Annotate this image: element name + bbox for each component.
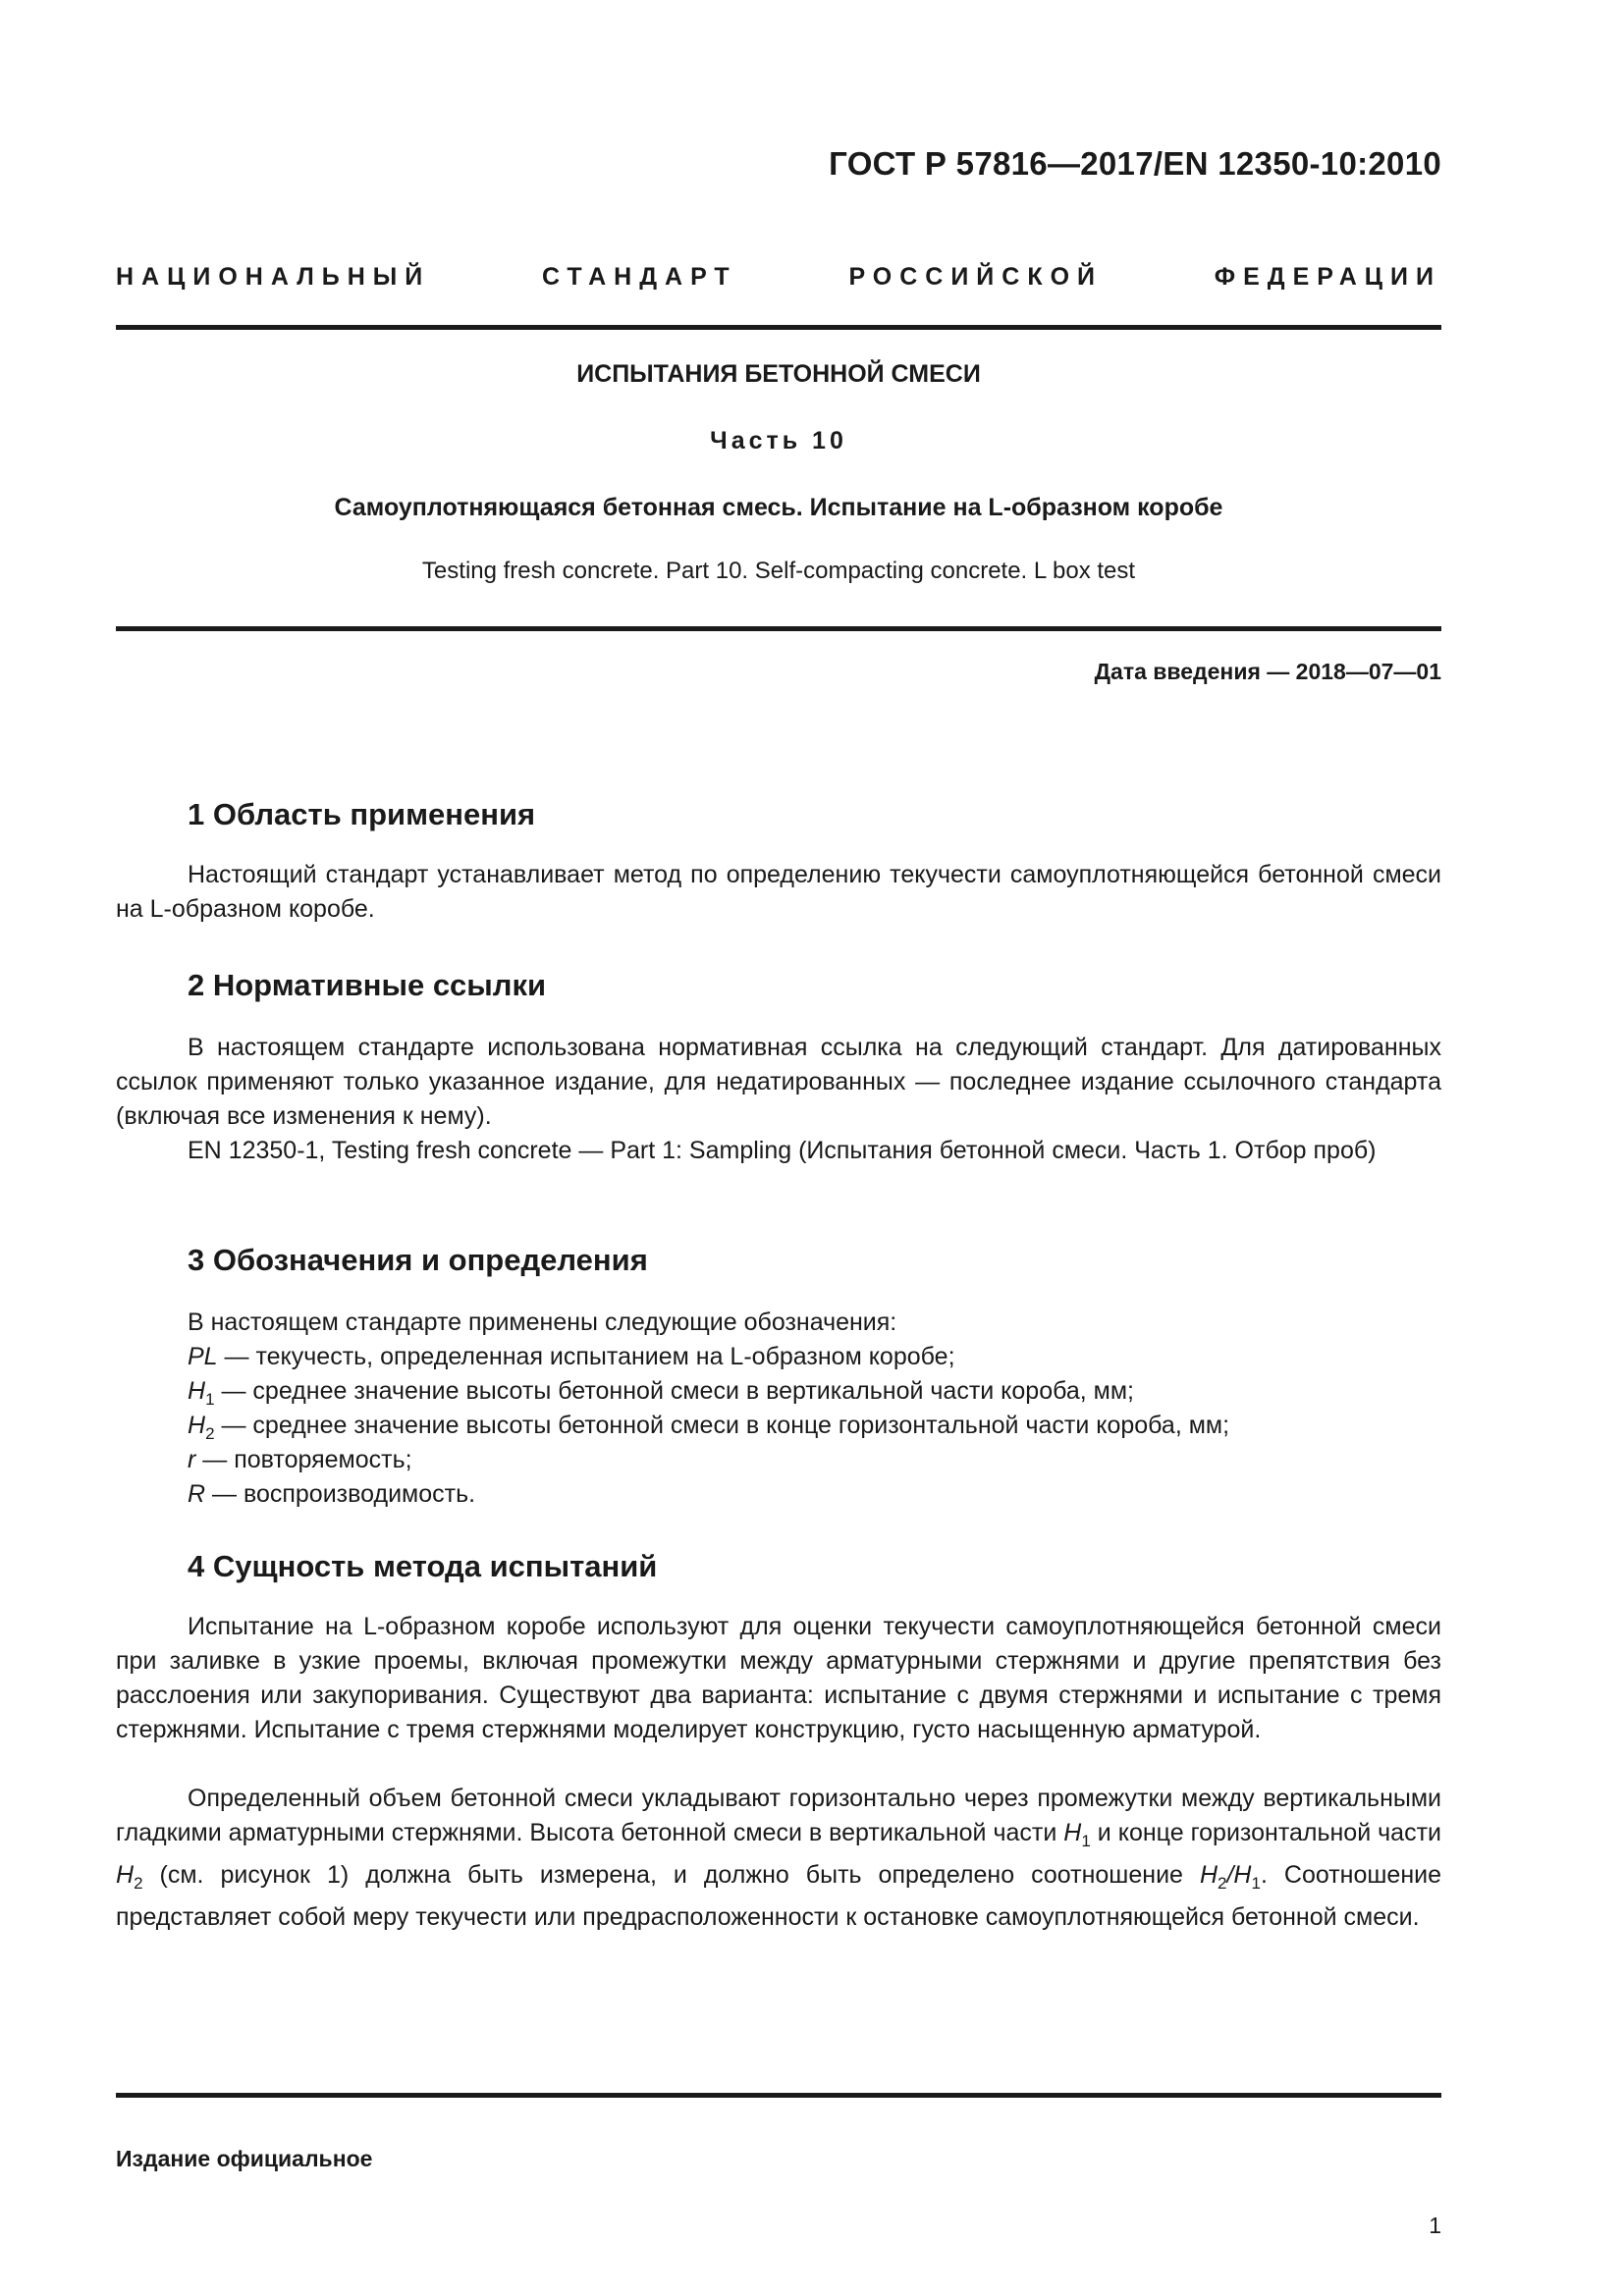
text-run: Определенный объем бетонной смеси укладывают горизонтально через промежутки между вертикальными гладкими арматурными стержнями. Высота бетонной смеси в вертикальной части [116, 1785, 1441, 1846]
standard-part: Часть 10 [710, 427, 847, 454]
symbol-subscript: 2 [205, 1424, 215, 1443]
section-4-paragraph-2 [116, 1782, 1441, 1935]
ratio-slash: / [1226, 1861, 1234, 1889]
section-2-paragraph-2: EN 12350-1, Testing fresh concrete — Part 1: Sampling (Испытания бетонной смеси. Часть 1. Отбор проб) [188, 1137, 1377, 1164]
symbol-name: r [188, 1446, 196, 1473]
symbol-item [188, 1477, 475, 1512]
text-run: (см. рисунок 1) должна быть измерена, и должно быть определено соотношение [142, 1861, 1200, 1889]
symbol-item [188, 1443, 412, 1477]
section-2-heading: 2 Нормативные ссылки [188, 968, 547, 1002]
symbol-definition: — повторяемость; [195, 1446, 412, 1473]
symbol-subscript: 1 [1081, 1832, 1091, 1850]
section-3-intro: В настоящем стандарте применены следующие обозначения: [188, 1308, 897, 1336]
english-title: Testing fresh concrete. Part 10. Self-compacting concrete. L box test [421, 558, 1136, 584]
symbol-definition: — среднее значение высоты бетонной смеси в конце горизонтальной части короба, мм; [214, 1412, 1230, 1439]
official-edition-note: Издание официальное [116, 2146, 373, 2171]
page-number: 1 [1429, 2213, 1441, 2238]
symbol-name: H [188, 1377, 206, 1405]
title-rule [116, 626, 1441, 631]
footer-rule [116, 2093, 1441, 2098]
header-rule [116, 325, 1441, 330]
symbol-name: H [188, 1412, 206, 1439]
symbol-name: PL [188, 1343, 218, 1370]
section-1-paragraph: Настоящий стандарт устанавливает метод по определению текучести самоуплотняющейся бетонной смеси на L-образном коробе. [116, 861, 1441, 923]
section-4-paragraph-1: Испытание на L-образном коробе используют для оценки текучести самоуплотняющейся бетонной смеси при заливке в узкие проемы, включая промежутки между арматурными стержнями и другие препятствия без расслоения или закупоривания. Существуют два варианта: испытание с двумя стержнями и испытание с тремя стержнями. Испытание с тремя стержнями моделирует конструкцию, густо насыщенную арматурой. [116, 1613, 1441, 1743]
text-run: и конце горизонтальной части [1090, 1819, 1441, 1846]
symbol-subscript: 1 [205, 1390, 215, 1409]
standard-title: ИСПЫТАНИЯ БЕТОННОЙ СМЕСИ [576, 360, 981, 388]
symbol-item [188, 1340, 955, 1374]
symbol-name: H [116, 1861, 135, 1889]
symbol-definition: — воспроизводимость. [205, 1480, 476, 1508]
symbol-subscript: 1 [1251, 1874, 1261, 1893]
text-run: . Соотношение представляет собой меру текучести или предрасположенности к остановке самоуплотняющейся бетонной смеси. [116, 1861, 1441, 1931]
symbol-definition: — текучесть, определенная испытанием на L-образном коробе; [217, 1343, 955, 1370]
section-4-heading: 4 Сущность метода испытаний [188, 1549, 658, 1583]
symbol-name: H [1199, 1861, 1218, 1889]
symbol-definition: — среднее значение высоты бетонной смеси в вертикальной части короба, мм; [214, 1377, 1134, 1405]
symbol-name: H [1233, 1861, 1252, 1889]
symbol-name: R [188, 1480, 206, 1508]
document-code: ГОСТ Р 57816—2017/EN 12350-10:2010 [829, 145, 1441, 182]
symbol-subscript: 2 [134, 1874, 143, 1893]
section-2-paragraph-1: В настоящем стандарте использована нормативная ссылка на следующий стандарт. Для датированных ссылок применяют только указанное издание, для недатированных — последнее издание ссылочного стандарта (включая все изменения к нему). [116, 1034, 1441, 1130]
section-3-heading: 3 Обозначения и определения [188, 1243, 648, 1277]
standard-subtitle: Самоуплотняющаяся бетонная смесь. Испытание на L-образном коробе [334, 494, 1223, 521]
section-1-heading: 1 Область применения [188, 797, 536, 831]
introduction-date: Дата введения — 2018—07—01 [1094, 659, 1441, 684]
symbol-subscript: 2 [1218, 1874, 1227, 1893]
national-standard-title: НАЦИОНАЛЬНЫЙ СТАНДАРТ РОССИЙСКОЙ ФЕДЕРАЦИИ [116, 263, 1441, 291]
symbol-name: H [1063, 1819, 1082, 1846]
